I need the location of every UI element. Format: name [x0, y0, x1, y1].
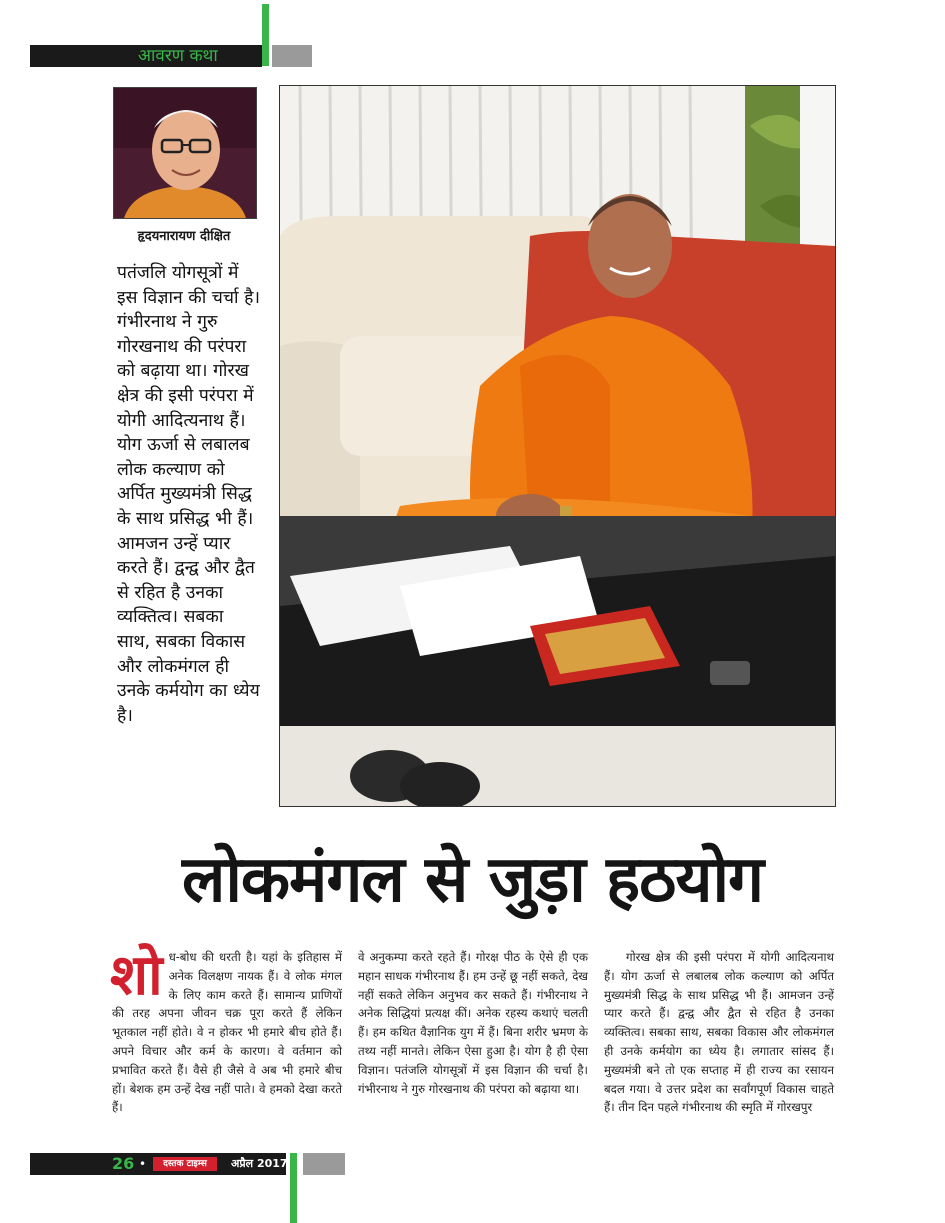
article-column-1 [110, 943, 342, 1117]
article-column-2: वे अनुकम्पा करते रहते हैं। गोरक्ष पीठ के ऐसे ही एक महान साधक गंभीरनाथ हैं। हम उन्हें छू नहीं सकते, देख नहीं सकते लेकिन अनुभव कर सकते हैं। गंभीरनाथ ने अनेक सिद्धियां प्रत्यक्ष कीं। अनेक रहस्य कथाएं चलती हैं। हम कथित वैज्ञानिक युग में हैं। बिना शरीर भ्रमण के तथ्य नहीं मानते। लेकिन ऐसा हुआ है। योग है ही ऐसा विज्ञान। पतंजलि योगसूत्रों में इस विज्ञान की चर्चा है। गंभीरनाथ ने गुरु गोरखनाथ की परंपरा को बढ़ाया था। [358, 950, 588, 1096]
main-photo [279, 85, 836, 807]
dropcap: शो [110, 943, 163, 1008]
header-green-rule [262, 4, 269, 66]
header-grey-block [272, 45, 312, 67]
author-portrait-image [114, 88, 256, 218]
pull-quote: पतंजलि योगसूत्रों में इस विज्ञान की चर्चा है। गंभीरनाथ ने गुरु गोरखनाथ की परंपरा को बढ़ाया था। गोरख क्षेत्र की इसी परंपरा में योगी आदित्यनाथ हैं। योग ऊर्जा से लबालब लोक कल्याण को अर्पित मुख्यमंत्री सिद्ध के साथ प्रसिद्ध भी हैं। आमजन उन्हें प्यार करते हैं। द्वन्द्व और द्वैत से रहित है उनका व्यक्तित्व। सबका साथ, सबका विकास और लोकमंगल ही उनके कर्मयोग का ध्येय है। [117, 263, 261, 726]
article-column-1-text: ध-बोध की धरती है। यहां के इतिहास में अनेक विलक्षण नायक हैं। वे लोक मंगल के लिए काम करते हैं। सामान्य प्राणियों की तरह अपना जीवन चक्र पूरा करते हैं लेकिन भूतकाल नहीं होते। वे न होकर भी हमारे बीच होते हैं। अपने विचार और कर्म के कारण। वे वर्तमान को प्रभावित करते हैं। वैसे ही जैसे वे अब भी हमारे बीच हों। बेशक हम उन्हें देख नहीं पाते। वे हमको देखा करते हैं। [112, 950, 342, 1115]
author-photo [113, 87, 257, 219]
author-name: हृदयनारायण दीक्षित [137, 229, 231, 244]
headline: लोकमंगल से जुड़ा हठयोग [181, 843, 764, 917]
section-label: आवरण कथा [138, 46, 218, 66]
magazine-logo: दस्तक टाइम्स [153, 1157, 217, 1171]
page-number: 26 [112, 1154, 135, 1173]
article-column-3: गोरख क्षेत्र की इसी परंपरा में योगी आदित्यनाथ हैं। योग ऊर्जा से लबालब लोक कल्याण को अर्पित मुख्यमंत्री सिद्ध के साथ प्रसिद्ध भी हैं। आमजन उन्हें प्यार करते हैं। द्वन्द्व और द्वैत से रहित है उनका व्यक्तित्व। सबका साथ, सबका विकास और लोकमंगल ही उनके कर्मयोग का ध्येय है। लगातार सांसद हैं। मुख्यमंत्री बने तो एक सप्ताह में ही राज्य का रसायन बदल गया। वे उत्तर प्रदेश का सर्वांगपूर्ण विकास चाहते हैं। तीन दिन पहले गंभीरनाथ की स्मृति में गोरखपुर [604, 950, 834, 1115]
yogi-seated-photo [280, 86, 835, 806]
footer-separator: • [139, 1157, 147, 1171]
issue-date: अप्रैल 2017 [231, 1157, 288, 1170]
footer-green-rule [290, 1153, 297, 1223]
footer-grey-block [303, 1153, 345, 1175]
